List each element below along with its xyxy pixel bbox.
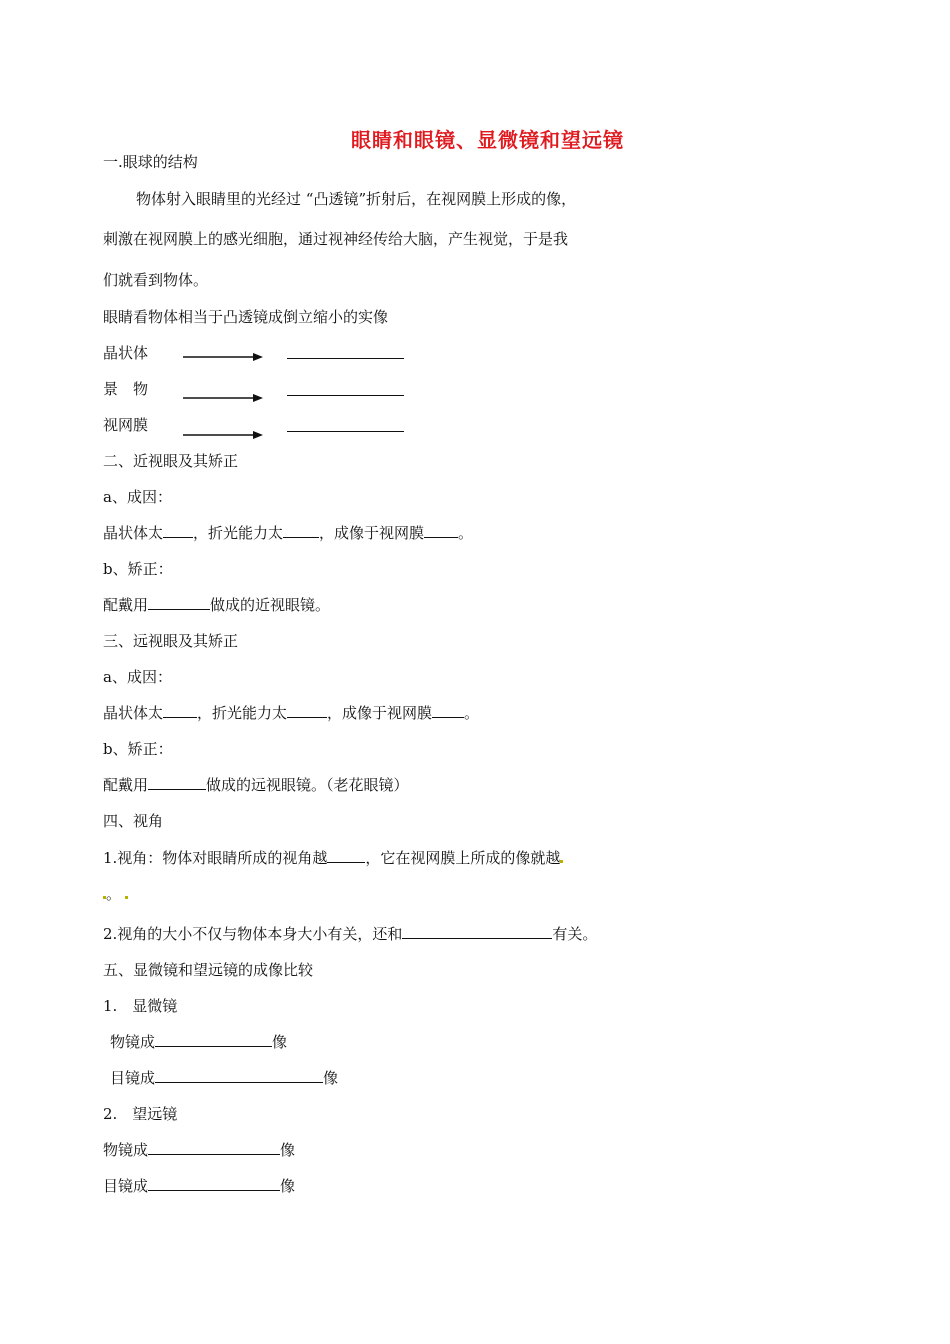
text: ，折光能力太 (193, 524, 284, 542)
answer-blank[interactable] (163, 703, 197, 718)
mark-dot (125, 896, 128, 899)
text: 配戴用 (103, 776, 149, 794)
text: 像 (272, 1033, 288, 1051)
mark-dot (560, 860, 563, 863)
answer-blank[interactable] (402, 924, 552, 939)
text: 目镜成 (103, 1177, 149, 1195)
text: 。 (106, 885, 122, 903)
answer-blank[interactable] (155, 1068, 323, 1083)
text: 。 (464, 704, 480, 722)
answer-blank[interactable] (148, 1176, 280, 1191)
text: 配戴用 (103, 596, 149, 614)
cause-label: a、成因： (103, 488, 172, 506)
answer-blank[interactable] (283, 523, 319, 538)
text: 像 (280, 1141, 296, 1159)
microscope-eyepiece-line (110, 1068, 338, 1088)
telescope-eyepiece-line (103, 1176, 295, 1196)
paragraph-line-2: 刺激在视网膜上的感光细胞，通过视神经传给大脑，产生视觉，于是我 (103, 230, 569, 248)
text: 物镜成 (110, 1033, 156, 1051)
paragraph-line-4: 眼睛看物体相当于凸透镜成倒立缩小的实像 (103, 308, 389, 326)
fix-label: b、矫正： (103, 560, 173, 578)
text: 目镜成 (110, 1069, 156, 1087)
paragraph-line-3: 们就看到物体。 (103, 271, 209, 289)
myopia-fix-line (103, 595, 330, 615)
answer-blank[interactable] (287, 395, 404, 396)
telescope-label: 2. 望远镜 (103, 1105, 178, 1123)
text: 。 (458, 524, 474, 542)
microscope-objective-line (110, 1032, 287, 1052)
answer-blank[interactable] (287, 703, 327, 718)
answer-blank[interactable] (155, 1032, 272, 1047)
text: 2.视角的大小不仅与物体本身大小有关，还和 (103, 925, 403, 943)
myopia-cause-line (103, 523, 473, 543)
eye-item-lens: 晶状体 (103, 344, 149, 362)
answer-blank[interactable] (424, 523, 458, 538)
eye-item-retina: 视网膜 (103, 416, 149, 434)
answer-blank[interactable] (287, 358, 404, 359)
section-1-heading: 一.眼球的结构 (103, 153, 198, 171)
answer-blank[interactable] (327, 848, 365, 863)
text: ，成像于视网膜 (319, 524, 425, 542)
answer-blank[interactable] (432, 703, 464, 718)
answer-blank[interactable] (148, 595, 210, 610)
text: 晶状体太 (103, 524, 164, 542)
fix-label: b、矫正： (103, 740, 173, 758)
text: 有关。 (552, 925, 598, 943)
text: 物镜成 (103, 1141, 149, 1159)
visual-angle-q2 (103, 924, 597, 944)
paragraph-line-1: 物体射入眼睛里的光经过 “凸透镜”折射后，在视网膜上形成的像， (136, 190, 577, 208)
answer-blank[interactable] (163, 523, 193, 538)
hyperopia-fix-line (103, 775, 409, 795)
text: ，它在视网膜上所成的像就越 (365, 849, 561, 867)
answer-blank[interactable] (287, 431, 404, 432)
cause-label: a、成因： (103, 668, 172, 686)
text: ，成像于视网膜 (327, 704, 433, 722)
visual-angle-q1-end (103, 884, 128, 904)
text: 做成的远视眼镜。（老花眼镜） (206, 776, 409, 794)
text: 1.视角：物体对眼睛所成的视角越 (103, 849, 328, 867)
answer-blank[interactable] (148, 775, 206, 790)
hyperopia-cause-line (103, 703, 479, 723)
section-4-heading: 四、视角 (103, 812, 164, 830)
arrow-icon (183, 393, 263, 403)
microscope-label: 1. 显微镜 (103, 997, 178, 1015)
arrow-icon (183, 430, 263, 440)
telescope-objective-line (103, 1140, 295, 1160)
text: 晶状体太 (103, 704, 164, 722)
section-3-heading: 三、远视眼及其矫正 (103, 632, 239, 650)
section-5-heading: 五、显微镜和望远镜的成像比较 (103, 961, 314, 979)
answer-blank[interactable] (148, 1140, 280, 1155)
text: 像 (323, 1069, 339, 1087)
text: 像 (280, 1177, 296, 1195)
page-title: 眼睛和眼镜、显微镜和望远镜 (351, 128, 624, 152)
arrow-icon (183, 352, 263, 362)
text: ，折光能力太 (197, 704, 288, 722)
text: 做成的近视眼镜。 (210, 596, 331, 614)
visual-angle-q1 (103, 848, 563, 868)
section-2-heading: 二、近视眼及其矫正 (103, 452, 239, 470)
eye-item-object: 景 物 (103, 380, 149, 398)
